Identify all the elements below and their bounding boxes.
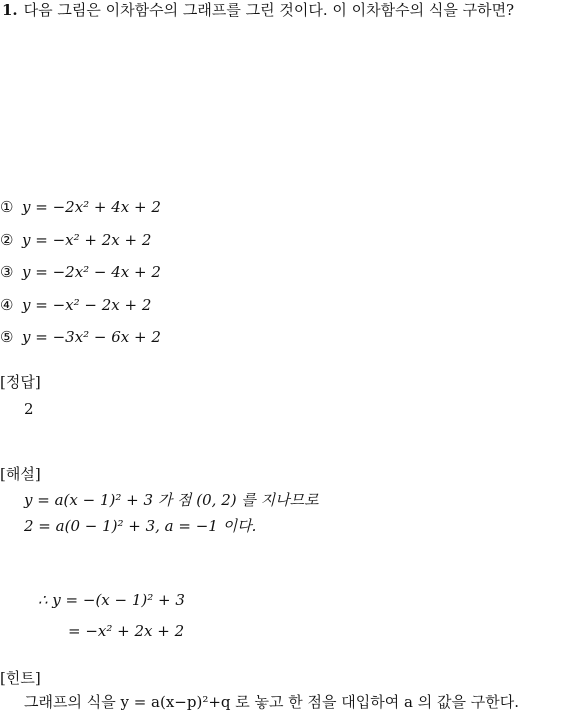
choice-mark: ①: [0, 198, 14, 216]
choice-expression: y = −x² − 2x + 2: [22, 296, 152, 314]
explanation-line-1: y = a(x − 1)² + 3 가 점 (0, 2) 를 지나므로: [24, 491, 319, 509]
answer-value: 2: [24, 400, 34, 418]
answer-header: [정답]: [0, 373, 41, 391]
question-text: 다음 그림은 이차함수의 그래프를 그린 것이다. 이 이차함수의 식을 구하면?: [23, 1, 515, 19]
choice-expression: y = −3x² − 6x + 2: [22, 328, 161, 346]
choice-expression: y = −2x² + 4x + 2: [22, 198, 161, 216]
explanation-line-3: ∴ y = −(x − 1)² + 3: [38, 591, 185, 609]
choice-4[interactable]: [0, 295, 151, 315]
choice-mark: ④: [0, 296, 14, 314]
choice-1[interactable]: [0, 197, 161, 217]
question-title: [2, 0, 514, 20]
choice-mark: ③: [0, 263, 14, 281]
hint-header: [힌트]: [0, 669, 41, 687]
figure-area: [0, 24, 572, 194]
hint-text: 그래프의 식을 y = a(x−p)²+q 로 놓고 한 점을 대입하여 a 의 값을 구한다.: [24, 693, 519, 711]
question-number: 1.: [2, 1, 18, 19]
explanation-header: [해설]: [0, 465, 41, 483]
choice-expression: y = −x² + 2x + 2: [22, 231, 152, 249]
choice-mark: ⑤: [0, 328, 14, 346]
explanation-line-4: = −x² + 2x + 2: [68, 622, 185, 640]
choice-5[interactable]: [0, 327, 161, 347]
choice-3[interactable]: [0, 262, 161, 282]
choice-2[interactable]: [0, 230, 151, 250]
explanation-line-2: 2 = a(0 − 1)² + 3, a = −1 이다.: [24, 517, 257, 535]
choice-expression: y = −2x² − 4x + 2: [22, 263, 161, 281]
choice-mark: ②: [0, 231, 14, 249]
